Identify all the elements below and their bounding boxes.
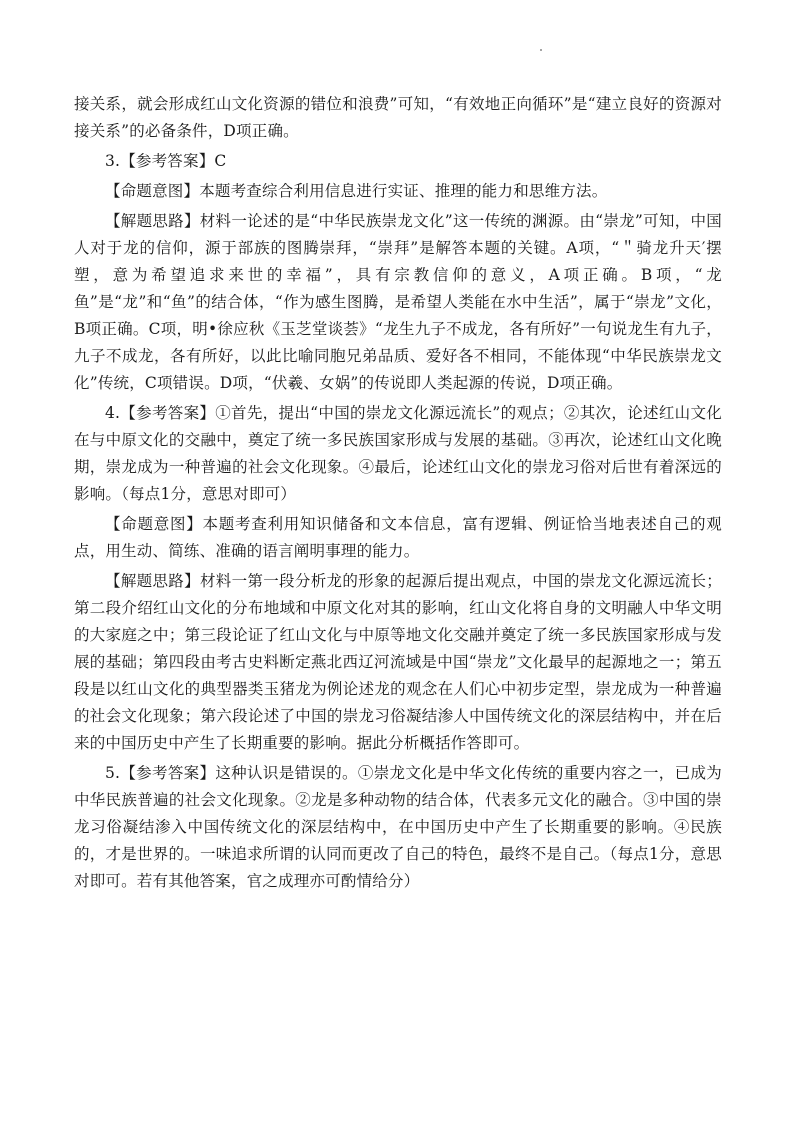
answer-document bbox=[74, 91, 722, 898]
answer-4-reference: 4.【参考答案】①首先，提出“中国的崇龙文化源远流长”的观点；②其次，论述红山文化在与中原文化的交融中，奠定了统一多民族国家形成与发展的基础。③再次，论述红山文化晚期，崇龙成为一种普遍的社会文化现象。④最后，论述红山文化的崇龙习俗对后世有着深远的影响。（每点1分，意思对即可） bbox=[74, 404, 722, 503]
answer-4-intent: 【命题意图】本题考查利用知识储备和文本信息，富有逻辑、例证恰当地表述自己的观点，用生动、简练、准确的语言阐明事理的能力。 bbox=[74, 515, 722, 560]
answer-3-intent: 【命题意图】本题考查综合利用信息进行实证、推理的能力和思维方法。 bbox=[105, 182, 608, 200]
answer-5-reference: 5.【参考答案】这种认识是错误的。①崇龙文化是中华文化传统的重要内容之一，已成为中华民族普遍的社会文化现象。②龙是多种动物的结合体，代表多元文化的融合。③中国的崇龙习俗凝结渗入中国传统文化的深层结构中，在中国历史中产生了长期重要的影响。④民族的，才是世界的。一味追求所谓的认同而更改了自己的特色，最终不是自己。（每点1分，意思对即可。若有其他答案，官之成理亦可酌情给分） bbox=[74, 764, 722, 890]
answer-4-reasoning: 【解题思路】材料一第一段分析龙的形象的起源后提出观点，中国的崇龙文化源远流长；第二段介绍红山文化的分布地域和中原文化对其的影响，红山文化将自身的文明融人中华文明的大家庭之中；第三段论证了红山文化与中原等地文化交融并奠定了统一多民族国家形成与发展的基础；第四段由考古史料断定燕北西辽河流域是中国“崇龙”文化最早的起源地之一；第五段是以红山文化的典型器类玉猪龙为例论述龙的观念在人们心中初步定型，崇龙成为一种普遍的社会文化现象；第六段论述了中国的崇龙习俗凝结渗人中国传统文化的深层结构中，并在后来的中国历史中产生了长期重要的影响。据此分析概括作答即可。 bbox=[74, 572, 722, 752]
answer-3-reasoning: 【解题思路】材料一论述的是“中华民族崇龙文化”这一传统的渊源。由“崇龙”可知，中国人对于龙的信仰，源于部族的图腾崇拜，“崇拜”是解答本题的关键。A项，“＂骑龙升天′摆塑，意为希望追求来世的幸福”，具有宗教信仰的意义，A项正确。B项，“龙鱼”是“龙”和“鱼”的结合体，“作为感生图腾，是希望人类能在水中生活”，属于“崇龙”文化，B项正确。C项，明•徐应秋《玉芝堂谈荟》“龙生九子不成龙，各有所好”一句说龙生有九子，九子不成龙，各有所好，以此比喻同胞兄弟品质、爱好各不相同，不能体现“中华民族崇龙文化”传统，C项错误。D项，“伏羲、女娲”的传说即人类起源的传说，D项正确。 bbox=[74, 212, 722, 392]
answer-3-heading: 3.【参考答案】C bbox=[105, 152, 227, 170]
scan-dot bbox=[540, 49, 542, 51]
paragraph-option-d-explanation: 接关系，就会形成红山文化资源的错位和浪费”可知，“有效地正向循环”是“建立良好的资源对接关系”的必备条件，D项正确。 bbox=[74, 95, 722, 140]
